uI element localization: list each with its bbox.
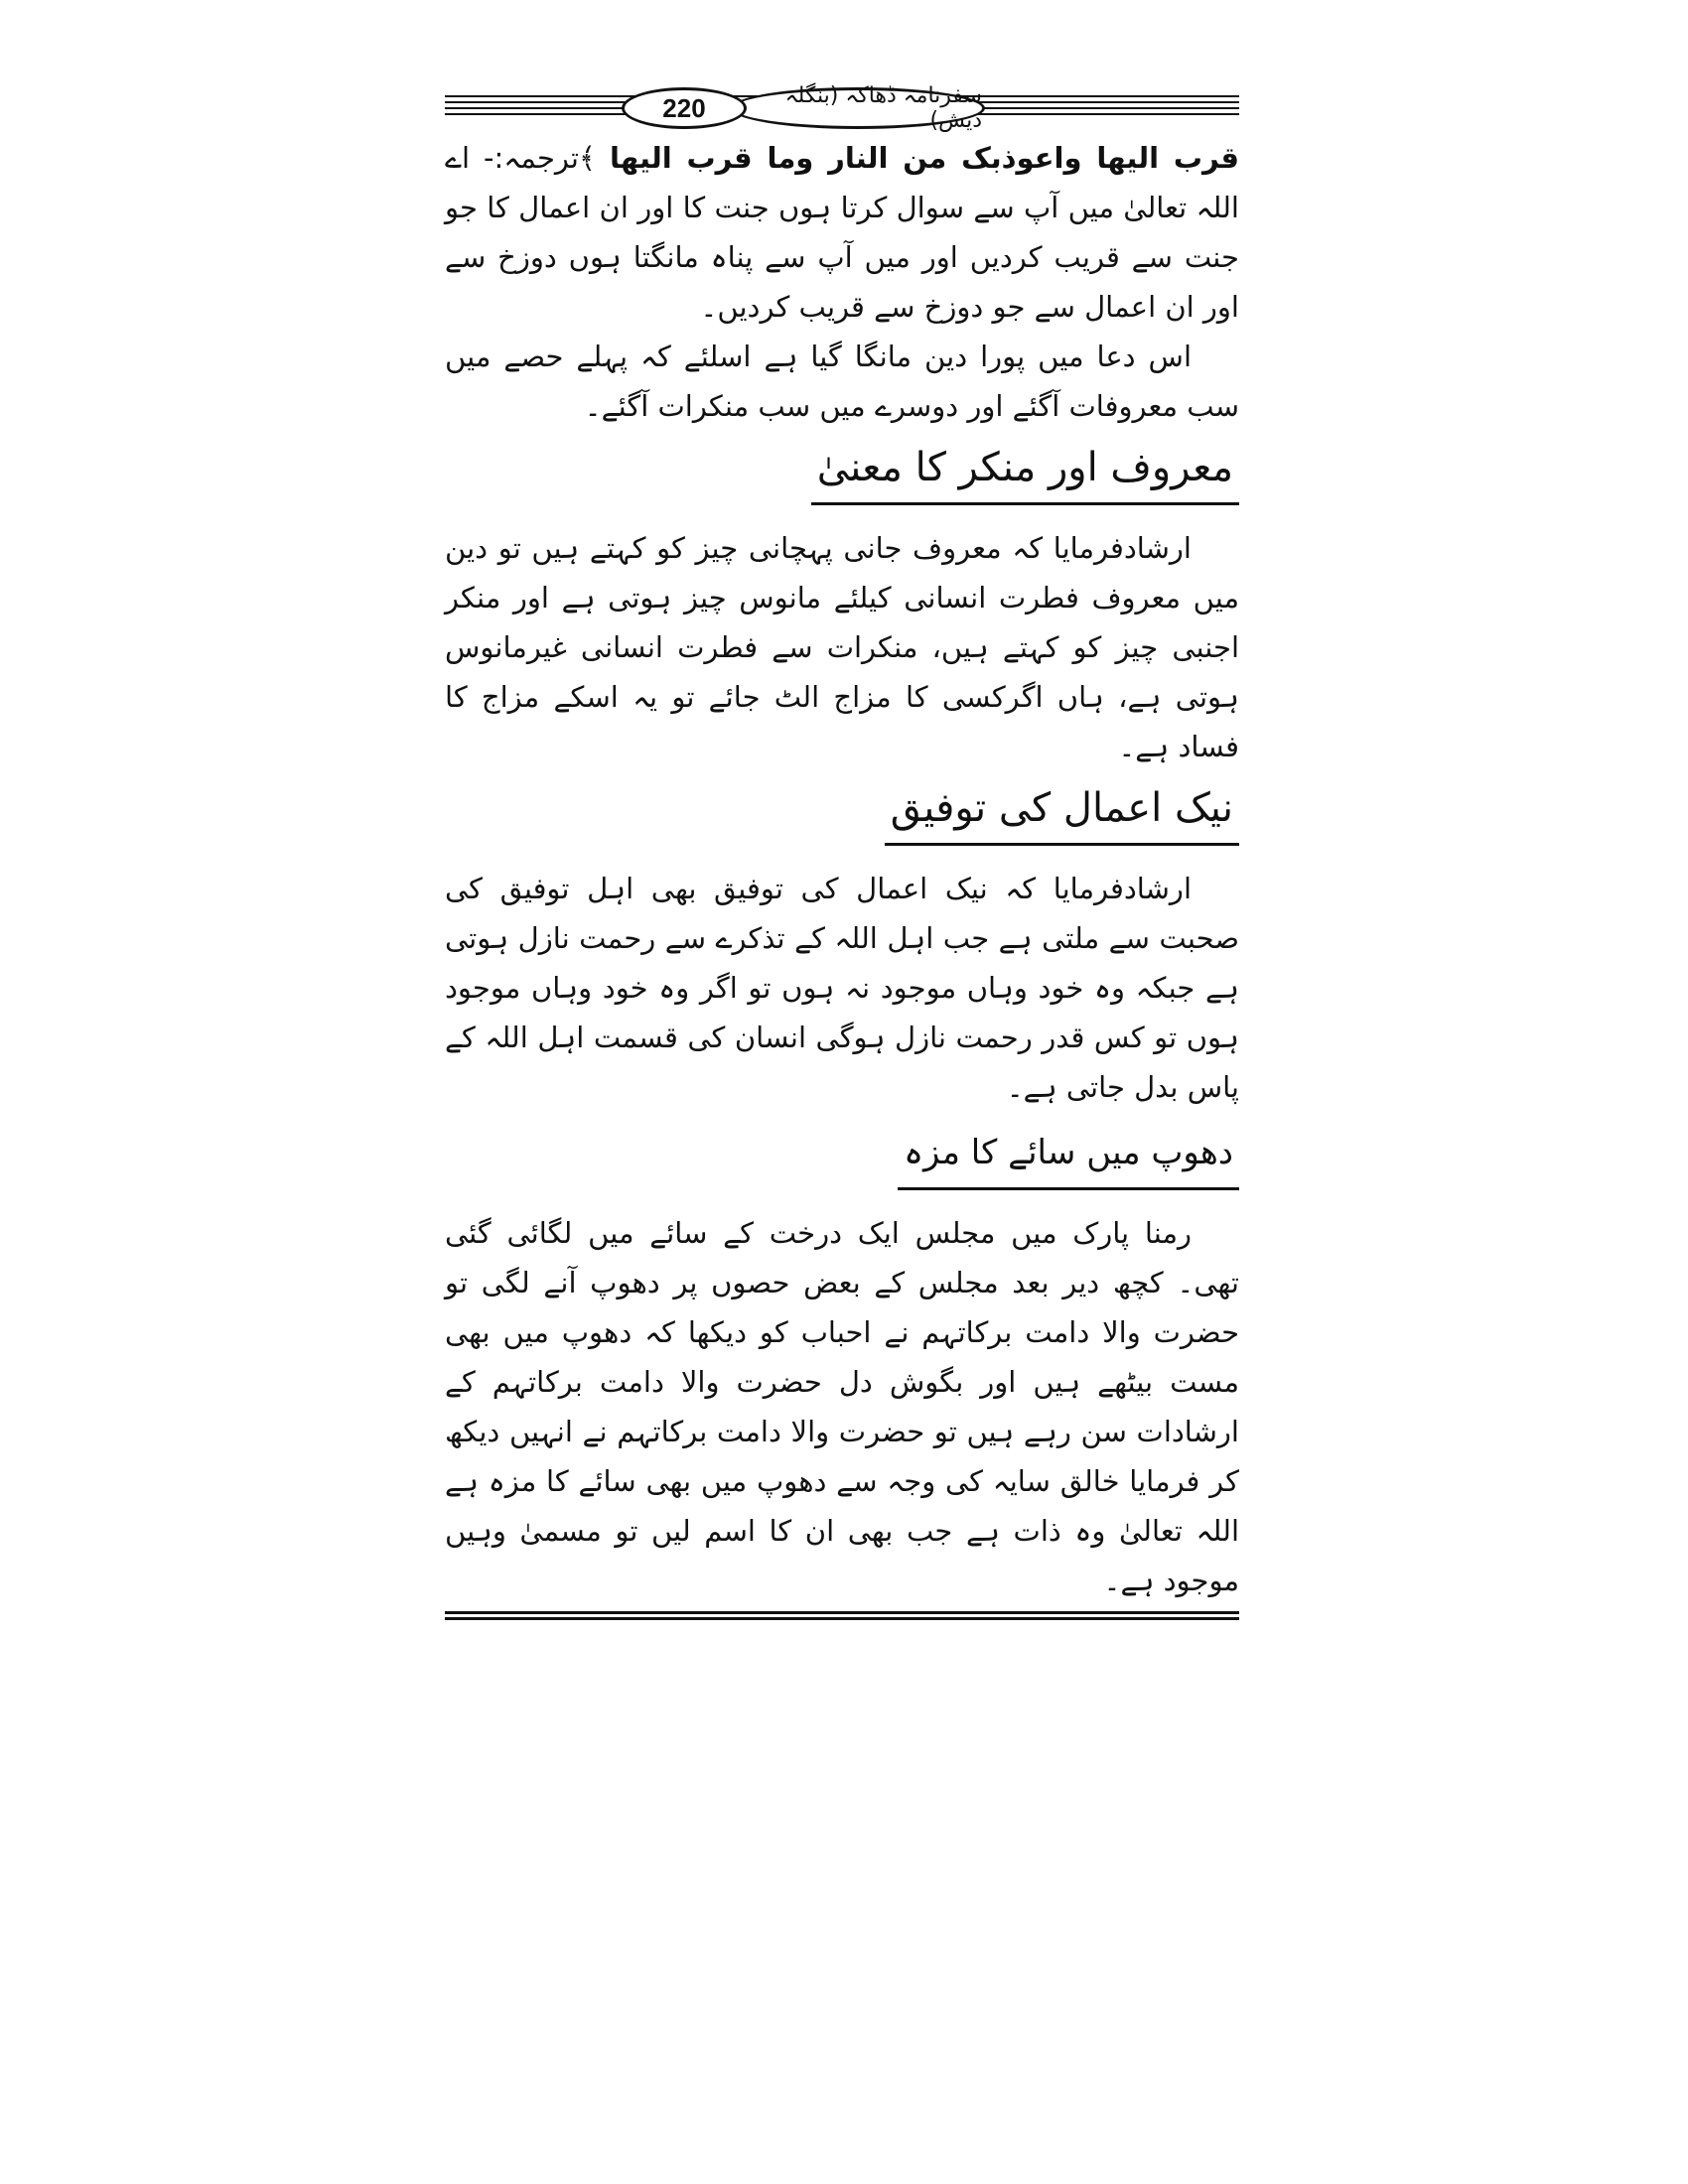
translation-label: ترجمہ:- [484,141,580,175]
footer-rule [445,1611,1239,1620]
page-content [445,133,1239,1605]
book-title: سفرنامہ ڈھاکہ (بنگلہ دیش) [784,83,982,133]
section-body: ارشادفرمایا کہ نیک اعمال کی توفیق بھی اہل توفیق کی صحبت سے ملتی ہے جب اہل اللہ کے تذکرے سے رحمت نازل ہوتی ہے جبکہ وہ خود وہاں موجود نہ ہوں تو اگر وہ خود وہاں موجود ہوں تو کس قدر رحمت نازل ہوگی انسان کی قسمت اہل اللہ کے پاس بدل جاتی ہے۔ [445,872,1239,1104]
section-heading: معروف اور منکر کا معنیٰ [445,437,1239,505]
intro-paragraph: قرب اليها واعوذبک من النار وما قرب اليها ﴾ترجمہ:- اے اللہ تعالیٰ میں آپ سے سوال کرتا ہوں جنت کا اور ان اعمال کا جو جنت سے قریب کردیں اور میں آپ سے پناہ مانگتا ہوں دوزخ سے اور ان اعمال سے جو دوزخ سے قریب کردیں۔ [445,141,1240,324]
section-heading: نیک اعمال کی توفیق [445,777,1239,846]
section-heading: دھوپ میں سائے کا مزہ [445,1122,1239,1190]
page-number: 220 [662,92,706,123]
book-page [445,83,1239,1623]
book-title-oval [731,83,985,133]
page-number-oval [622,87,747,129]
page-header [445,83,1239,133]
section-body: ارشادفرمایا کہ معروف جانی پہچانی چیز کو کہتے ہیں تو دین میں معروف فطرت انسانی کیلئے مانوس چیز ہوتی ہے اور منکر اجنبی چیز کو کہتے ہیں، منکرات سے فطرت انسانی غیرمانوس ہوتی ہے، ہاں اگرکسی کا مزاج الٹ جائے تو یہ اسکے مزاج کا فساد ہے۔ [445,531,1239,763]
translation-text: اے اللہ تعالیٰ میں آپ سے سوال کرتا ہوں جنت کا اور ان اعمال کا جو جنت سے قریب کردیں اور میں آپ سے پناہ مانگتا ہوں دوزخ سے اور ان اعمال سے جو دوزخ سے قریب کردیں۔ [445,141,1239,324]
dua-explanation: اس دعا میں پورا دین مانگا گیا ہے اسلئے کہ پہلے حصے میں سب معروفات آگئے اور دوسرے میں سب منکرات آگئے۔ [445,340,1239,423]
arabic-dua: قرب اليها واعوذبک من النار وما قرب اليها [609,141,1240,175]
section-body: رمنا پارک میں مجلس ایک درخت کے سائے میں لگائی گئی تھی۔ کچھ دیر بعد مجلس کے بعض حصوں پر دھوپ آنے لگی تو حضرت والا دامت برکاتہم نے احباب کو دیکھا کہ دھوپ میں بھی مست بیٹھے ہیں اور بگوش دل حضرت والا دامت برکاتہم کے ارشادات سن رہے ہیں تو حضرت والا دامت برکاتہم نے انہیں دیکھ کر فرمایا خالق سایہ کی وجہ سے دھوپ میں بھی سائے کا مزہ ہے اللہ تعالیٰ وہ ذات ہے جب بھی ان کا اسم لیں تو مسمیٰ وہیں موجود ہے۔ [445,1216,1239,1597]
